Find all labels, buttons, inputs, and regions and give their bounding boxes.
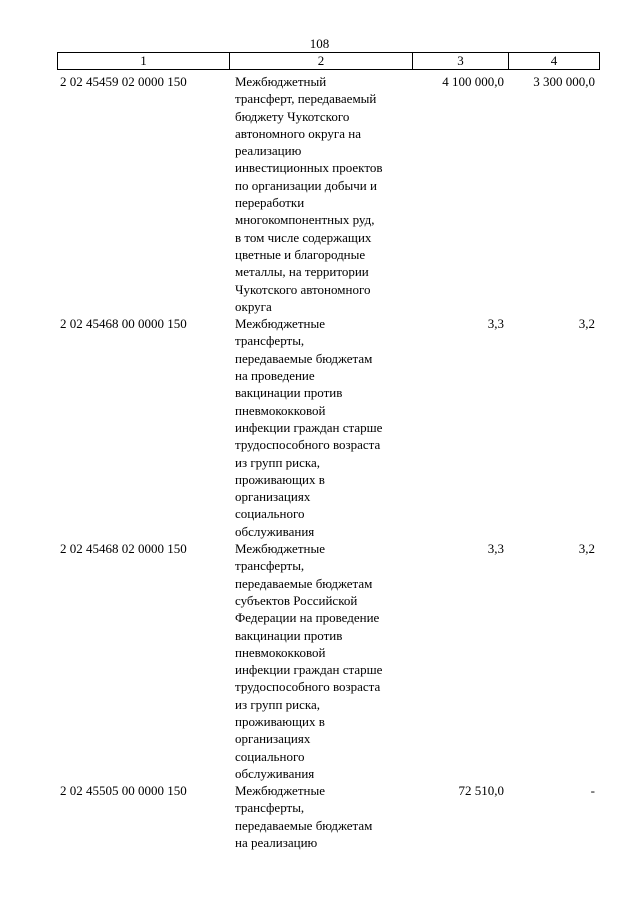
description-line: реализацию xyxy=(235,143,302,159)
description-cell xyxy=(233,73,412,315)
description-line: вакцинации против xyxy=(235,385,343,401)
column-header-2: 2 xyxy=(230,53,413,69)
description-line: проживающих в xyxy=(235,471,325,487)
description-line: на проведение xyxy=(235,368,315,384)
column-header-1: 1 xyxy=(58,53,230,69)
description-line: инфекции граждан старше xyxy=(235,419,383,435)
description-line: из групп риска, xyxy=(235,454,321,470)
value-col-4-cell: 3,2 xyxy=(578,541,595,557)
description-line: переработки xyxy=(235,195,305,211)
page-number: 108 xyxy=(309,36,330,51)
description-line: субъектов Российской xyxy=(235,592,358,608)
description-line: по организации добычи и xyxy=(235,177,377,193)
description-line: социального xyxy=(235,748,305,764)
description-cell xyxy=(233,540,412,782)
column-header-3: 3 xyxy=(413,53,509,69)
description-line: организациях xyxy=(235,489,311,505)
value-col-4-cell: - xyxy=(590,783,595,799)
description-line: трансферты, xyxy=(235,558,305,574)
description-line: из групп риска, xyxy=(235,696,321,712)
description-line: обслуживания xyxy=(235,523,315,539)
budget-code-cell: 2 02 45505 00 0000 150 xyxy=(60,783,187,799)
description-line: Федерации на проведение xyxy=(235,610,380,626)
description-line: обслуживания xyxy=(235,765,315,781)
description-line: в том числе содержащих xyxy=(235,229,372,245)
description-line: металлы, на территории xyxy=(235,264,369,280)
description-line: передаваемые бюджетам xyxy=(235,350,373,366)
budget-code-cell: 2 02 45468 02 0000 150 xyxy=(60,541,187,557)
value-col-4-cell: 3 300 000,0 xyxy=(533,74,595,89)
description-line: Межбюджетные xyxy=(235,783,325,799)
description-line: инвестиционных проектов xyxy=(235,160,383,176)
table-row xyxy=(57,315,600,540)
description-cell xyxy=(233,315,412,540)
description-line: организациях xyxy=(235,731,311,747)
description-line: вакцинации против xyxy=(235,627,343,643)
description-line: социального xyxy=(235,506,305,522)
column-header-4: 4 xyxy=(550,53,558,68)
description-line: автономного округа на xyxy=(235,125,361,141)
value-col-4-cell: 3,2 xyxy=(578,316,595,332)
description-line: передаваемые бюджетам xyxy=(235,817,373,833)
description-line: проживающих в xyxy=(235,713,325,729)
description-line: пневмококковой xyxy=(235,644,326,660)
budget-code-cell: 2 02 45468 00 0000 150 xyxy=(60,316,187,332)
description-line: цветные и благородные xyxy=(235,246,366,262)
description-line: многокомпонентных руд, xyxy=(235,212,375,228)
table-row xyxy=(57,73,600,315)
description-line: на реализацию xyxy=(235,835,318,851)
table-body xyxy=(57,73,600,851)
description-line: передаваемые бюджетам xyxy=(235,575,373,591)
description-line: Межбюджетные xyxy=(235,541,325,557)
value-col-3-cell: 4 100 000,0 xyxy=(442,74,504,89)
table-row xyxy=(57,782,600,851)
description-line: бюджету Чукотского xyxy=(235,108,350,124)
table-header xyxy=(57,52,600,70)
description-line: Чукотского автономного xyxy=(235,281,371,297)
description-line: трудоспособного возраста xyxy=(235,679,381,695)
description-line: трансферты, xyxy=(235,800,305,816)
description-line: пневмококковой xyxy=(235,402,326,418)
table-row xyxy=(57,540,600,782)
description-line: Межбюджетный xyxy=(235,74,327,89)
description-line: инфекции граждан старше xyxy=(235,662,383,678)
value-col-3-cell: 3,3 xyxy=(487,541,504,557)
description-line: трудоспособного возраста xyxy=(235,437,381,453)
budget-code-cell: 2 02 45459 02 0000 150 xyxy=(60,74,187,89)
value-col-3-cell: 72 510,0 xyxy=(458,783,504,799)
description-line: трансферты, xyxy=(235,333,305,349)
description-line: трансферт, передаваемый xyxy=(235,91,377,107)
description-line: Межбюджетные xyxy=(235,316,325,332)
value-col-3-cell: 3,3 xyxy=(487,316,504,332)
description-line: округа xyxy=(235,298,272,314)
description-cell xyxy=(233,782,412,851)
